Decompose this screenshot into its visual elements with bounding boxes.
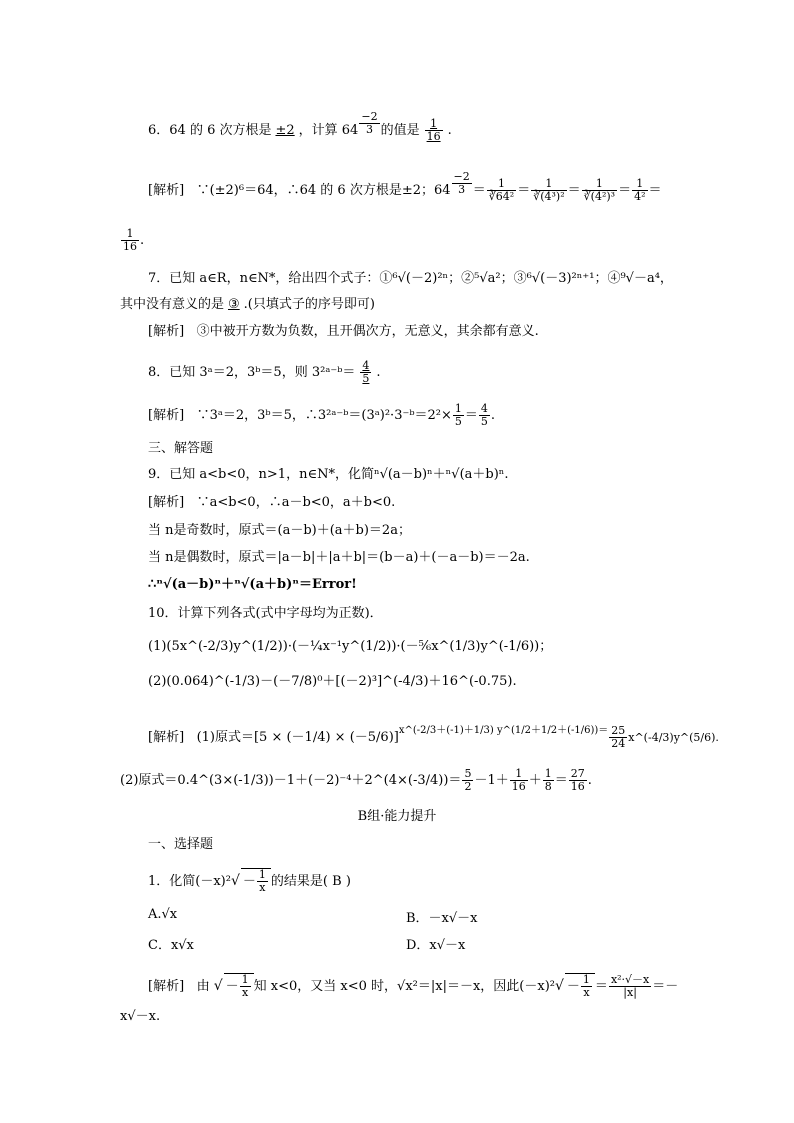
q8-sol-frac-2: $\frac{4}{5}$	[480, 402, 488, 428]
q8-sol-end: .	[490, 408, 496, 423]
q6-sol-end: .	[140, 233, 145, 248]
solution-label: [解析]	[148, 324, 185, 339]
q9-solution-line-2: 当 n是奇数时，原式＝(a－b)＋(a＋b)＝2a；	[148, 523, 411, 538]
q6-text-b: ，计算 64	[298, 123, 359, 138]
option-a	[148, 907, 177, 922]
b1-sol-frac: $\frac{\text{x²·√－x}}{|x|}$	[610, 973, 650, 999]
q10-text: 10．计算下列各式(式中字母均为正数)．	[148, 606, 383, 621]
q10-sol2-frac-d: $\frac{1}{8}$	[544, 767, 552, 793]
b1-solution-cont	[120, 1008, 160, 1026]
q7-text: 7．已知 a∈R，n∈N*，给出四个式子：①⁶√(－2)²ⁿ；②⁵√a²；③⁶√(－3)²ⁿ⁺¹；④⁹√－a⁴，	[148, 271, 673, 286]
b1-text: 1．化简(－x)²	[148, 874, 231, 889]
q8-answer: $\frac{4}{5}$	[362, 359, 370, 385]
q10-sol1-a: (1)原式＝	[196, 730, 254, 745]
q6-text-c: 的值是	[380, 123, 420, 138]
q6-sol-frac-4: $\frac{1}{\text{4²}}$	[634, 177, 646, 203]
b1-sol-d: ＝－	[652, 979, 679, 994]
b1-sol-a: 由	[196, 979, 210, 994]
question-9	[148, 466, 509, 484]
b1-radical: － $\frac{1}{x}$	[241, 868, 271, 894]
q8-end: .	[376, 365, 381, 380]
b1-sol-b: 知 x<0，又当 x<0 时，√x²＝|x|＝－x，因此(－x)²	[253, 979, 555, 994]
q10-part-1: (1)(5x^(-2/3)y^(1/2))·(－¼x⁻¹y^(1/2))·(－⅚x^(1/3)y^(-1/6))；	[148, 639, 553, 654]
q10-sol1-d: x^(-4/3)y^(5/6).	[628, 731, 719, 744]
q9-solution-line-1: ∵a<b<0，∴a－b<0，a＋b<0.	[196, 495, 396, 510]
option-b	[406, 907, 478, 926]
b1-solution: [解析] 由 √ － $\frac{1}{x}$ 知 x<0，又当 x<0 时，√x²＝|x|＝－x，因此(－x)²√ － $\frac{1}{x}$ ＝ $\frac{\text{x²·√－x}}{|x|}$ ＝－	[148, 973, 679, 999]
q10-solution-1	[148, 722, 719, 750]
q10-sol1-frac: $\frac{25}{24}$	[611, 724, 626, 750]
b1-sol-tail: x√－x.	[120, 1009, 161, 1024]
q6-sol-frac-1: $\frac{1}{\text{∛64²}}$	[488, 177, 515, 203]
b1-sol-radical-2: － $\frac{1}{x}$	[565, 973, 595, 999]
q9-solution-3	[148, 549, 530, 567]
q9-solution-2	[148, 522, 411, 540]
option-d	[406, 934, 465, 953]
q10-sol2-a: (2)原式＝0.4^(3×(-1/3))－1＋(－2)⁻⁴＋2^(4×(-3/4))＝	[120, 773, 462, 788]
option-a-text: A.√x	[148, 907, 178, 922]
q6-end: .	[447, 123, 452, 138]
q9-solution-4	[148, 576, 357, 594]
q6-sol-exponent: $\frac{-2}{3}$	[453, 170, 470, 196]
q7-text-2: 其中没有意义的是	[120, 297, 225, 312]
q10-sol2-plus: ＋	[528, 773, 542, 788]
q10-sol2-frac-e: $\frac{27}{16}$	[570, 767, 585, 793]
b1-text-3: )	[345, 874, 351, 889]
q10-part-2: (2)(0.064)^(-1/3)－(－7/8)⁰＋[(－2)³]^(-4/3)＋16^(-0.75).	[148, 674, 517, 689]
q8-solution-text: ∵3ᵃ＝2，3ᵇ＝5，∴3²ᵃ⁻ᵇ＝(3ᵃ)²·3⁻ᵇ＝2²×	[196, 408, 452, 423]
section-heading-3	[148, 440, 213, 458]
option-c-text: C．x√x	[148, 938, 194, 953]
option-b-text: B．－x√－x	[406, 911, 478, 926]
q10-sol2-frac-c: $\frac{1}{16}$	[511, 767, 526, 793]
question-6	[148, 110, 452, 143]
b1-answer: B	[332, 874, 342, 889]
solution-label: [解析]	[148, 408, 185, 423]
b1-sol-radical: － $\frac{1}{x}$	[224, 973, 254, 999]
q7-solution	[148, 323, 539, 341]
q8-solution	[148, 403, 495, 428]
q6-sol-frac-3: $\frac{1}{\text{∛(4²)³}}$	[583, 177, 616, 203]
q10-sol2-end: .	[587, 773, 592, 788]
q10-sol2-frac-a: $\frac{5}{2}$	[464, 767, 472, 793]
q9-solution-line-4: ∴ⁿ√(a－b)ⁿ＋ⁿ√(a＋b)ⁿ＝Error!	[148, 577, 357, 592]
solution-label: [解析]	[148, 979, 185, 994]
q6-exponent: $\frac{-2}{3}$	[361, 110, 378, 136]
q6-solution: [解析] ∵(±2)⁶＝64，∴64 的 6 次方根是±2；64 $\frac{-2}{3}$ ＝ $\frac{1}{\text{∛64²}}$ ＝ $\frac{1}{\text{∛(4³)²}}$ ＝ $\frac{1}{\text{∛(4²)³}}$ ＝ $\frac{1}{\text{4²}}$ ＝	[148, 170, 662, 203]
b1-text-2: 的结果是(	[270, 874, 328, 889]
q10-sol2-eq: ＝	[554, 773, 568, 788]
q10-solution-2	[120, 768, 592, 793]
question-7-line-2	[120, 296, 375, 314]
group-b-heading	[0, 805, 794, 824]
section-heading-1	[148, 836, 213, 854]
q6-solution-cont	[120, 228, 144, 253]
solution-label: [解析]	[148, 495, 185, 510]
section-3-title: 三、解答题	[148, 441, 214, 456]
q6-sol-frac-2: $\frac{1}{\text{∛(4³)²}}$	[533, 177, 565, 203]
q10-sol1-b: [5 × (－1/4) × (－5/6)]	[253, 730, 399, 745]
q6-answer-1: ±2	[275, 123, 295, 138]
q6-sol-result: $\frac{1}{16}$	[123, 227, 137, 253]
option-c	[148, 934, 194, 953]
question-10-part-2	[148, 673, 517, 691]
q8-sol-eq: ＝	[464, 408, 478, 423]
q6-text: 6．64 的 6 次方根是	[148, 123, 272, 138]
solution-label: [解析]	[148, 730, 185, 745]
question-10	[148, 605, 383, 623]
q8-sol-frac-1: $\frac{1}{5}$	[454, 402, 462, 428]
q7-text-3: .(只填式子的序号即可)	[243, 297, 375, 312]
q9-text: 9．已知 a<b<0，n>1，n∈N*，化简ⁿ√(a－b)ⁿ＋ⁿ√(a＋b)ⁿ.	[148, 467, 509, 482]
question-8	[148, 360, 381, 385]
question-7	[148, 270, 673, 288]
q7-answer: ③	[228, 297, 240, 312]
question-10-part-1	[148, 638, 552, 656]
section-1-title: 一、选择题	[148, 837, 214, 852]
q10-sol1-c: x^(-2/3＋(-1)＋1/3) y^(1/2＋1/2＋(-1/6))＝	[398, 725, 609, 736]
q6-answer-2: $\frac{1}{16}$	[426, 117, 441, 143]
q7-solution-text: ③中被开方数为负数，且开偶次方，无意义，其余都有意义.	[196, 324, 539, 339]
q8-text: 8．已知 3ᵃ＝2，3ᵇ＝5，则 3²ᵃ⁻ᵇ＝	[148, 365, 356, 380]
option-d-text: D．x√－x	[406, 938, 466, 953]
b1-sol-c: ＝	[594, 979, 608, 994]
q10-sol2-b: －1＋	[474, 773, 509, 788]
solution-label: [解析]	[148, 183, 185, 198]
q9-solution-line-3: 当 n是偶数时，原式＝|a－b|＋|a＋b|＝(b－a)＋(－a－b)＝－2a.	[148, 550, 530, 565]
group-b-title: B组·能力提升	[357, 809, 437, 824]
question-b1: 1．化简(－x)²√ － $\frac{1}{x}$ 的结果是( B )	[148, 868, 351, 894]
q9-solution	[148, 494, 395, 512]
q6-solution-text: ∵(±2)⁶＝64，∴64 的 6 次方根是±2；64	[196, 183, 451, 198]
